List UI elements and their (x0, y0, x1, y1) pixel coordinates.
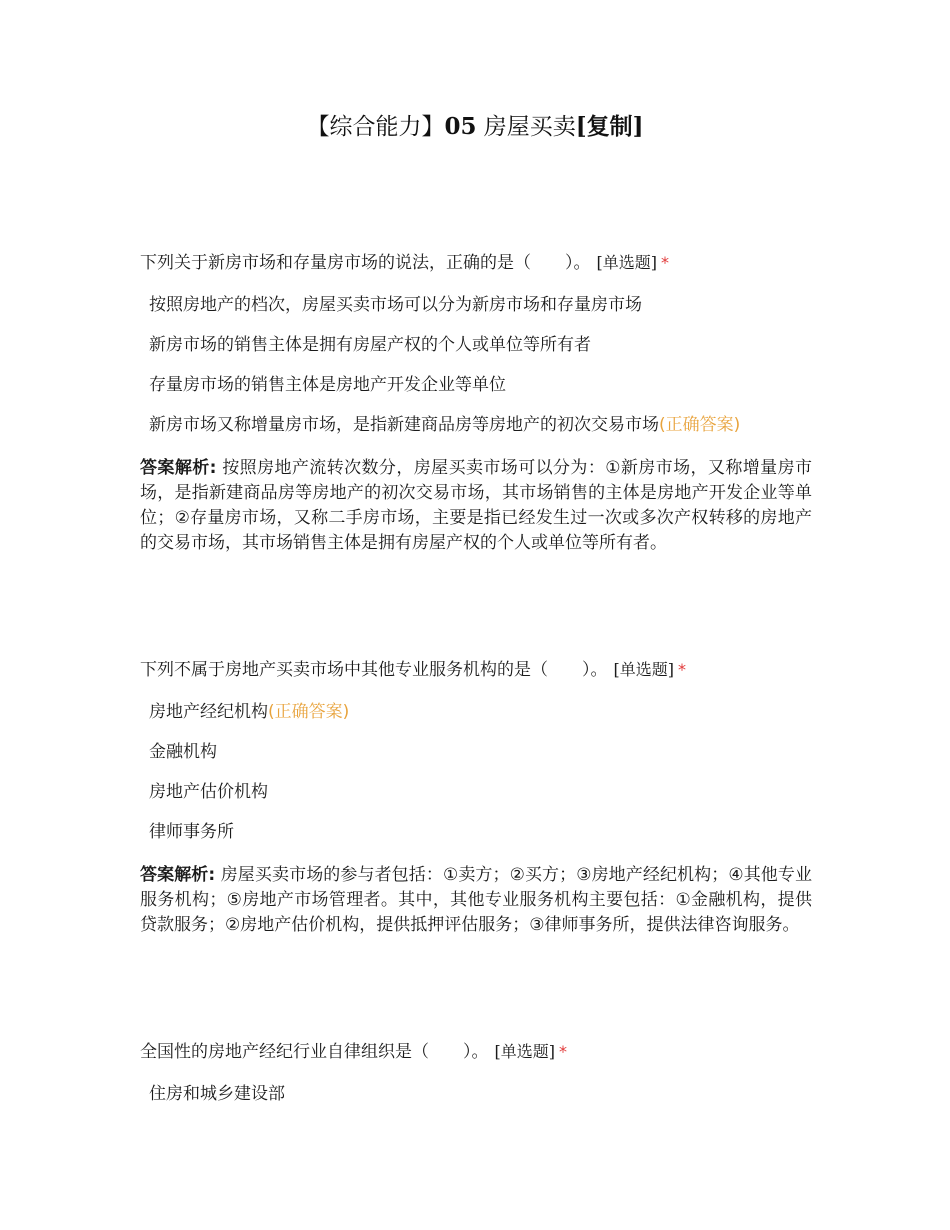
question-stem (140, 251, 812, 275)
question-text: 全国性的房地产经纪行业自律组织是（ ）。 (140, 1042, 489, 1062)
option-b[interactable] (140, 732, 812, 772)
question-type: [单选题] (596, 253, 657, 272)
option-d[interactable] (140, 405, 812, 445)
question-stem (140, 1040, 812, 1064)
option-text: 金融机构 (149, 742, 217, 762)
analysis-label: 答案解析: (140, 458, 217, 478)
question-text: 下列不属于房地产买卖市场中其他专业服务机构的是（ ）。 (140, 660, 608, 680)
option-text: 新房市场又称增量房市场，是指新建商品房等房地产的初次交易市场 (149, 415, 659, 435)
required-mark: * (559, 1042, 567, 1061)
analysis-label: 答案解析: (140, 865, 216, 885)
correct-answer-tag: (正确答案) (659, 415, 741, 435)
title-name: 房屋买卖 (476, 114, 576, 140)
correct-answer-tag: (正确答案) (268, 702, 350, 722)
option-text: 房地产估价机构 (149, 782, 268, 802)
question-text: 下列关于新房市场和存量房市场的说法，正确的是（ ）。 (140, 253, 591, 273)
question-type: [单选题] (494, 1042, 555, 1061)
page-title (0, 110, 950, 144)
option-a[interactable] (140, 692, 812, 732)
option-text: 房地产经纪机构 (149, 702, 268, 722)
question-1 (140, 251, 812, 556)
option-text: 按照房地产的档次，房屋买卖市场可以分为新房市场和存量房市场 (149, 295, 642, 315)
answer-analysis (140, 456, 812, 556)
title-number: 05 (444, 113, 477, 140)
option-text: 律师事务所 (149, 822, 234, 842)
required-mark: * (661, 253, 669, 272)
option-text: 住房和城乡建设部 (149, 1084, 285, 1104)
option-a[interactable] (140, 1074, 812, 1114)
required-mark: * (678, 660, 686, 679)
title-suffix: [复制] (575, 113, 644, 140)
option-text: 存量房市场的销售主体是房地产开发企业等单位 (149, 375, 506, 395)
analysis-text: 房屋买卖市场的参与者包括：①卖方；②买方；③房地产经纪机构；④其他专业服务机构；⑤房地产市场管理者。其中，其他专业服务机构主要包括：①金融机构，提供贷款服务；②房地产估价机构，提供抵押评估服务；③律师事务所，提供法律咨询服务。 (140, 865, 812, 935)
title-prefix: 【综合能力】 (306, 114, 445, 140)
option-list (140, 1074, 812, 1114)
question-stem (140, 658, 812, 682)
answer-analysis (140, 863, 812, 938)
option-list (140, 692, 812, 852)
question-3 (140, 1040, 812, 1114)
option-d[interactable] (140, 812, 812, 852)
analysis-text: 按照房地产流转次数分，房屋买卖市场可以分为：①新房市场，又称增量房市场，是指新建商品房等房地产的初次交易市场，其市场销售的主体是房地产开发企业等单位；②存量房市场，又称二手房市场，主要是指已经发生过一次或多次产权转移的房地产的交易市场，其市场销售主体是拥有房屋产权的个人或单位等所有者。 (140, 458, 812, 553)
option-c[interactable] (140, 365, 812, 405)
option-list (140, 285, 812, 445)
question-type: [单选题] (613, 660, 674, 679)
option-b[interactable] (140, 325, 812, 365)
option-text: 新房市场的销售主体是拥有房屋产权的个人或单位等所有者 (149, 335, 591, 355)
option-c[interactable] (140, 772, 812, 812)
option-a[interactable] (140, 285, 812, 325)
question-2 (140, 658, 812, 938)
